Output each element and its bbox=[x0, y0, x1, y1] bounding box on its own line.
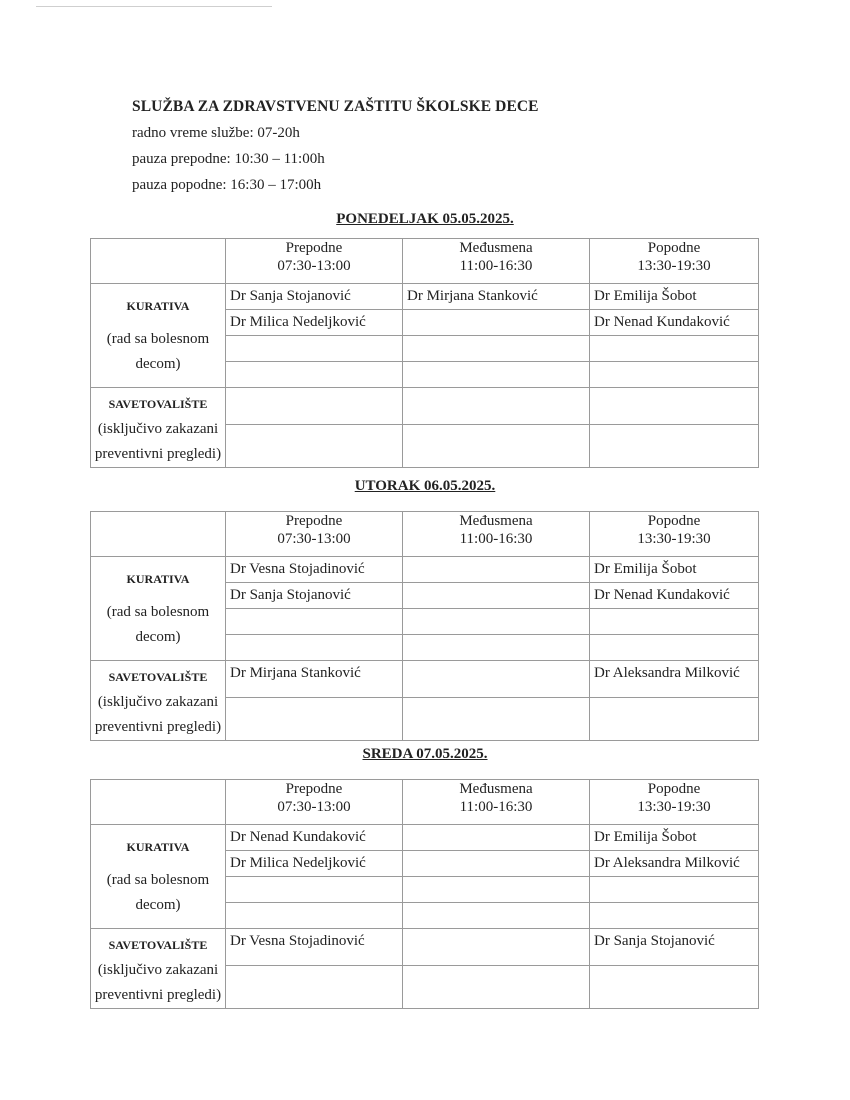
doctor-cell bbox=[403, 661, 590, 698]
doctor-cell bbox=[590, 635, 759, 661]
doctor-cell bbox=[226, 903, 403, 929]
doctor-cell bbox=[590, 362, 759, 388]
doctor-cell bbox=[590, 877, 759, 903]
afternoon-break: pauza popodne: 16:30 – 17:00h bbox=[132, 177, 322, 193]
doctor-cell bbox=[590, 609, 759, 635]
service-title: SLUŽBA ZA ZDRAVSTVENU ZAŠTITU ŠKOLSKE DECE bbox=[132, 98, 539, 115]
shift-header-a bbox=[226, 512, 403, 557]
doctor-cell: Dr Milica Nedeljković bbox=[226, 310, 403, 336]
doctor-cell bbox=[403, 388, 590, 425]
kurativa-sublabel: (rad sa bolesnom decom) bbox=[106, 604, 210, 645]
doctor-cell bbox=[403, 336, 590, 362]
doctor-cell: Dr Vesna Stojadinović bbox=[226, 557, 403, 583]
doctor-cell bbox=[590, 903, 759, 929]
doctor-cell bbox=[403, 965, 590, 1008]
doctor-cell bbox=[590, 697, 759, 740]
shift-name: Popodne bbox=[647, 513, 701, 529]
working-hours: radno vreme službe: 07-20h bbox=[132, 125, 300, 141]
shift-name: Popodne bbox=[647, 781, 701, 797]
shift-header-c bbox=[590, 512, 759, 557]
shift-header-row bbox=[91, 512, 759, 557]
doctor-cell: Dr Sanja Stojanović bbox=[226, 284, 403, 310]
shift-header-b bbox=[403, 239, 590, 284]
doctor-cell: Dr Sanja Stojanović bbox=[226, 583, 403, 609]
doctor-cell bbox=[403, 583, 590, 609]
kurativa-label: KURATIVA bbox=[126, 299, 190, 313]
doctor-cell bbox=[403, 362, 590, 388]
doctor-cell: Dr Mirjana Stanković bbox=[226, 661, 403, 698]
doctor-cell bbox=[403, 557, 590, 583]
doctor-cell: Dr Aleksandra Milković bbox=[590, 851, 759, 877]
shift-name: Prepodne bbox=[285, 513, 343, 529]
doctor-cell: Dr Nenad Kundaković bbox=[590, 583, 759, 609]
kurativa-label-cell bbox=[91, 557, 226, 661]
morning-break: pauza prepodne: 10:30 – 11:00h bbox=[132, 151, 325, 167]
day-heading: SREDA 07.05.2025. bbox=[362, 746, 488, 762]
kurativa-label: KURATIVA bbox=[126, 840, 190, 854]
shift-time: 13:30-19:30 bbox=[637, 258, 711, 274]
day-heading: UTORAK 06.05.2025. bbox=[354, 478, 496, 494]
shift-name: Prepodne bbox=[285, 240, 343, 256]
kurativa-label: KURATIVA bbox=[126, 572, 190, 586]
doctor-cell: Dr Emilija Šobot bbox=[590, 284, 759, 310]
savetovaliste-label: SAVETOVALIŠTE bbox=[108, 397, 208, 411]
kurativa-row bbox=[91, 284, 759, 310]
day-heading: PONEDELJAK 05.05.2025. bbox=[336, 211, 514, 227]
kurativa-label-cell bbox=[91, 284, 226, 388]
doctor-cell bbox=[590, 424, 759, 467]
shift-time: 07:30-13:00 bbox=[277, 799, 351, 815]
savetovaliste-label: SAVETOVALIŠTE bbox=[108, 938, 208, 952]
savetovaliste-label-cell bbox=[91, 388, 226, 468]
shift-header-c bbox=[590, 780, 759, 825]
doctor-cell bbox=[226, 965, 403, 1008]
shift-time: 11:00-16:30 bbox=[459, 258, 533, 274]
schedule-table bbox=[90, 779, 759, 1009]
shift-name: Međusmena bbox=[459, 513, 533, 529]
doctor-cell: Dr Milica Nedeljković bbox=[226, 851, 403, 877]
doctor-cell bbox=[226, 336, 403, 362]
schedule-table bbox=[90, 511, 759, 741]
doctor-cell bbox=[403, 851, 590, 877]
doctor-cell bbox=[403, 825, 590, 851]
savetovaliste-row bbox=[91, 661, 759, 698]
shift-name: Popodne bbox=[647, 240, 701, 256]
kurativa-sublabel: (rad sa bolesnom decom) bbox=[106, 331, 210, 372]
doctor-cell bbox=[226, 609, 403, 635]
shift-name: Međusmena bbox=[459, 781, 533, 797]
scan-edge-line bbox=[36, 6, 272, 7]
doctor-cell: Dr Aleksandra Milković bbox=[590, 661, 759, 698]
shift-header-row bbox=[91, 780, 759, 825]
doctor-cell bbox=[226, 362, 403, 388]
savetovaliste-label-cell bbox=[91, 929, 226, 1009]
kurativa-sublabel: (rad sa bolesnom decom) bbox=[106, 872, 210, 913]
shift-time: 07:30-13:00 bbox=[277, 531, 351, 547]
corner-cell bbox=[91, 239, 226, 284]
savetovaliste-label: SAVETOVALIŠTE bbox=[108, 670, 208, 684]
shift-header-a bbox=[226, 239, 403, 284]
doctor-cell bbox=[226, 697, 403, 740]
doctor-cell bbox=[403, 609, 590, 635]
savetovaliste-sublabel: (isključivo zakazani preventivni pregledi) bbox=[94, 421, 222, 462]
kurativa-row bbox=[91, 557, 759, 583]
doctor-cell bbox=[403, 310, 590, 336]
schedule-table bbox=[90, 238, 759, 468]
doctor-cell bbox=[403, 424, 590, 467]
doctor-cell bbox=[403, 903, 590, 929]
doctor-cell bbox=[403, 877, 590, 903]
doctor-cell bbox=[590, 388, 759, 425]
shift-time: 11:00-16:30 bbox=[459, 531, 533, 547]
corner-cell bbox=[91, 512, 226, 557]
kurativa-label-cell bbox=[91, 825, 226, 929]
shift-header-row bbox=[91, 239, 759, 284]
document-header bbox=[132, 98, 732, 203]
savetovaliste-sublabel: (isključivo zakazani preventivni pregledi) bbox=[94, 962, 222, 1003]
shift-header-b bbox=[403, 512, 590, 557]
savetovaliste-row bbox=[91, 388, 759, 425]
doctor-cell bbox=[403, 635, 590, 661]
shift-time: 13:30-19:30 bbox=[637, 799, 711, 815]
doctor-cell bbox=[226, 635, 403, 661]
doctor-cell: Dr Emilija Šobot bbox=[590, 557, 759, 583]
shift-time: 11:00-16:30 bbox=[459, 799, 533, 815]
shift-time: 07:30-13:00 bbox=[277, 258, 351, 274]
shift-header-b bbox=[403, 780, 590, 825]
shift-header-c bbox=[590, 239, 759, 284]
shift-name: Prepodne bbox=[285, 781, 343, 797]
kurativa-row bbox=[91, 825, 759, 851]
doctor-cell: Dr Nenad Kundaković bbox=[226, 825, 403, 851]
doctor-cell: Dr Emilija Šobot bbox=[590, 825, 759, 851]
doctor-cell bbox=[590, 965, 759, 1008]
savetovaliste-row bbox=[91, 929, 759, 966]
savetovaliste-label-cell bbox=[91, 661, 226, 741]
doctor-cell: Dr Vesna Stojadinović bbox=[226, 929, 403, 966]
shift-header-a bbox=[226, 780, 403, 825]
doctor-cell bbox=[590, 336, 759, 362]
shift-name: Međusmena bbox=[459, 240, 533, 256]
doctor-cell bbox=[403, 929, 590, 966]
doctor-cell: Dr Nenad Kundaković bbox=[590, 310, 759, 336]
doctor-cell bbox=[226, 424, 403, 467]
shift-time: 13:30-19:30 bbox=[637, 531, 711, 547]
doctor-cell: Dr Sanja Stojanović bbox=[590, 929, 759, 966]
corner-cell bbox=[91, 780, 226, 825]
savetovaliste-sublabel: (isključivo zakazani preventivni pregledi) bbox=[94, 694, 222, 735]
doctor-cell bbox=[226, 877, 403, 903]
doctor-cell: Dr Mirjana Stanković bbox=[403, 284, 590, 310]
doctor-cell bbox=[226, 388, 403, 425]
doctor-cell bbox=[403, 697, 590, 740]
